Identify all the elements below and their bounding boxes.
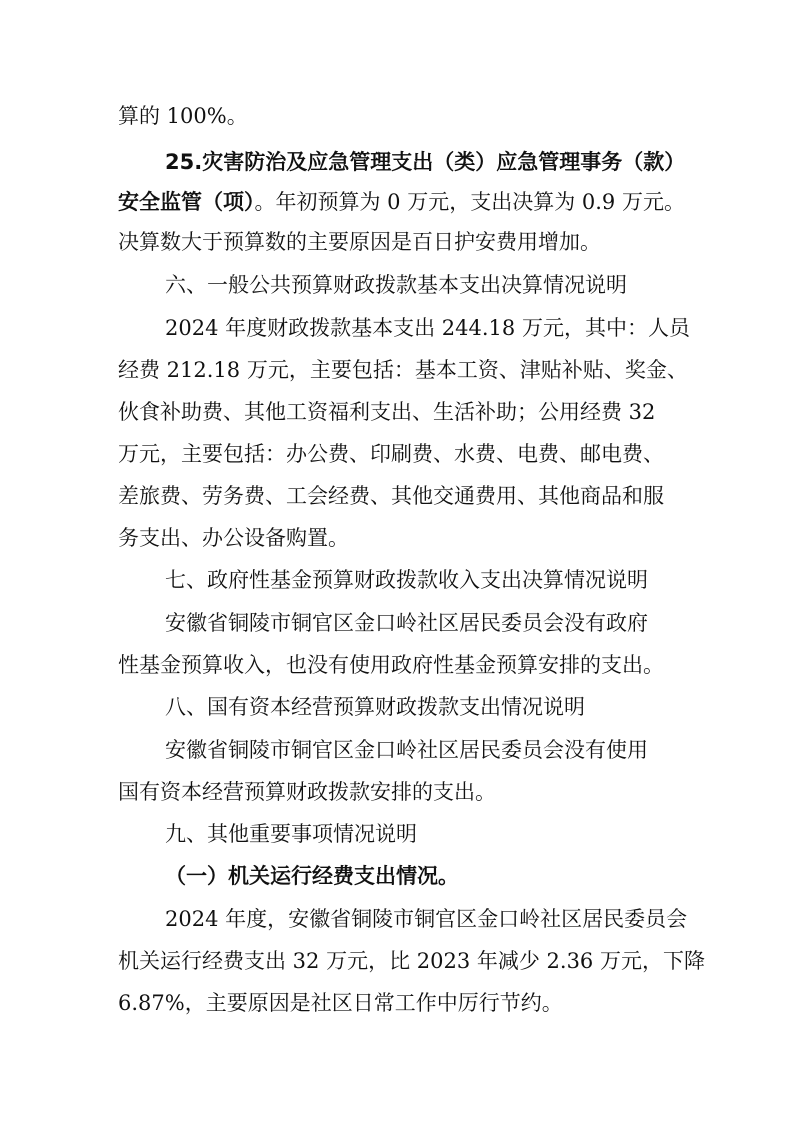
- section-7-heading: 七、政府性基金预算财政拨款收入支出决算情况说明: [165, 568, 648, 592]
- item-25-budget-text: 。年初预算为 0 万元，支出决算为 0.9 万元。: [254, 190, 685, 214]
- section-6-line: 务支出、办公设备购置。: [118, 526, 349, 550]
- section-7-line: 安徽省铜陵市铜官区金口岭社区居民委员会没有政府: [165, 611, 648, 635]
- section-6-line: 差旅费、劳务费、工会经费、其他交通费用、其他商品和服: [118, 484, 664, 508]
- section-9-heading: 九、其他重要事项情况说明: [165, 822, 417, 846]
- section-6-line: 伙食补助费、其他工资福利支出、生活补助；公用经费 32: [118, 400, 656, 424]
- section-8-heading: 八、国有资本经营预算财政拨款支出情况说明: [165, 695, 585, 719]
- section-6-line: 经费 212.18 万元，主要包括：基本工资、津贴补贴、奖金、: [118, 358, 688, 382]
- section-9-line: 6.87%，主要原因是社区日常工作中厉行节约。: [118, 991, 563, 1015]
- item-25-reason: 决算数大于预算数的主要原因是百日护安费用增加。: [118, 230, 601, 254]
- section-7-line: 性基金预算收入，也没有使用政府性基金预算安排的支出。: [118, 653, 664, 677]
- paragraph-tail: 算的 100%。: [118, 104, 248, 128]
- section-6-line: 万元，主要包括：办公费、印刷费、水费、电费、邮电费、: [118, 442, 664, 466]
- section-6-heading: 六、一般公共预算财政拨款基本支出决算情况说明: [165, 273, 627, 297]
- section-9-subheading: （一）机关运行经费支出情况。: [165, 864, 459, 888]
- section-8-line: 国有资本经营预算财政拨款安排的支出。: [118, 780, 496, 804]
- section-8-line: 安徽省铜陵市铜官区金口岭社区居民委员会没有使用: [165, 738, 648, 762]
- item-25-line2: [118, 188, 685, 216]
- item-25-title-line2: 安全监管（项）: [118, 190, 255, 214]
- section-6-line: 2024 年度财政拨款基本支出 244.18 万元，其中：人员: [165, 316, 690, 340]
- item-25-title-line1: 25.灾害防治及应急管理支出（类）应急管理事务（款）: [165, 150, 686, 174]
- section-9-line: 机关运行经费支出 32 万元，比 2023 年减少 2.36 万元，下降: [118, 949, 705, 973]
- section-9-line: 2024 年度，安徽省铜陵市铜官区金口岭社区居民委员会: [165, 907, 688, 931]
